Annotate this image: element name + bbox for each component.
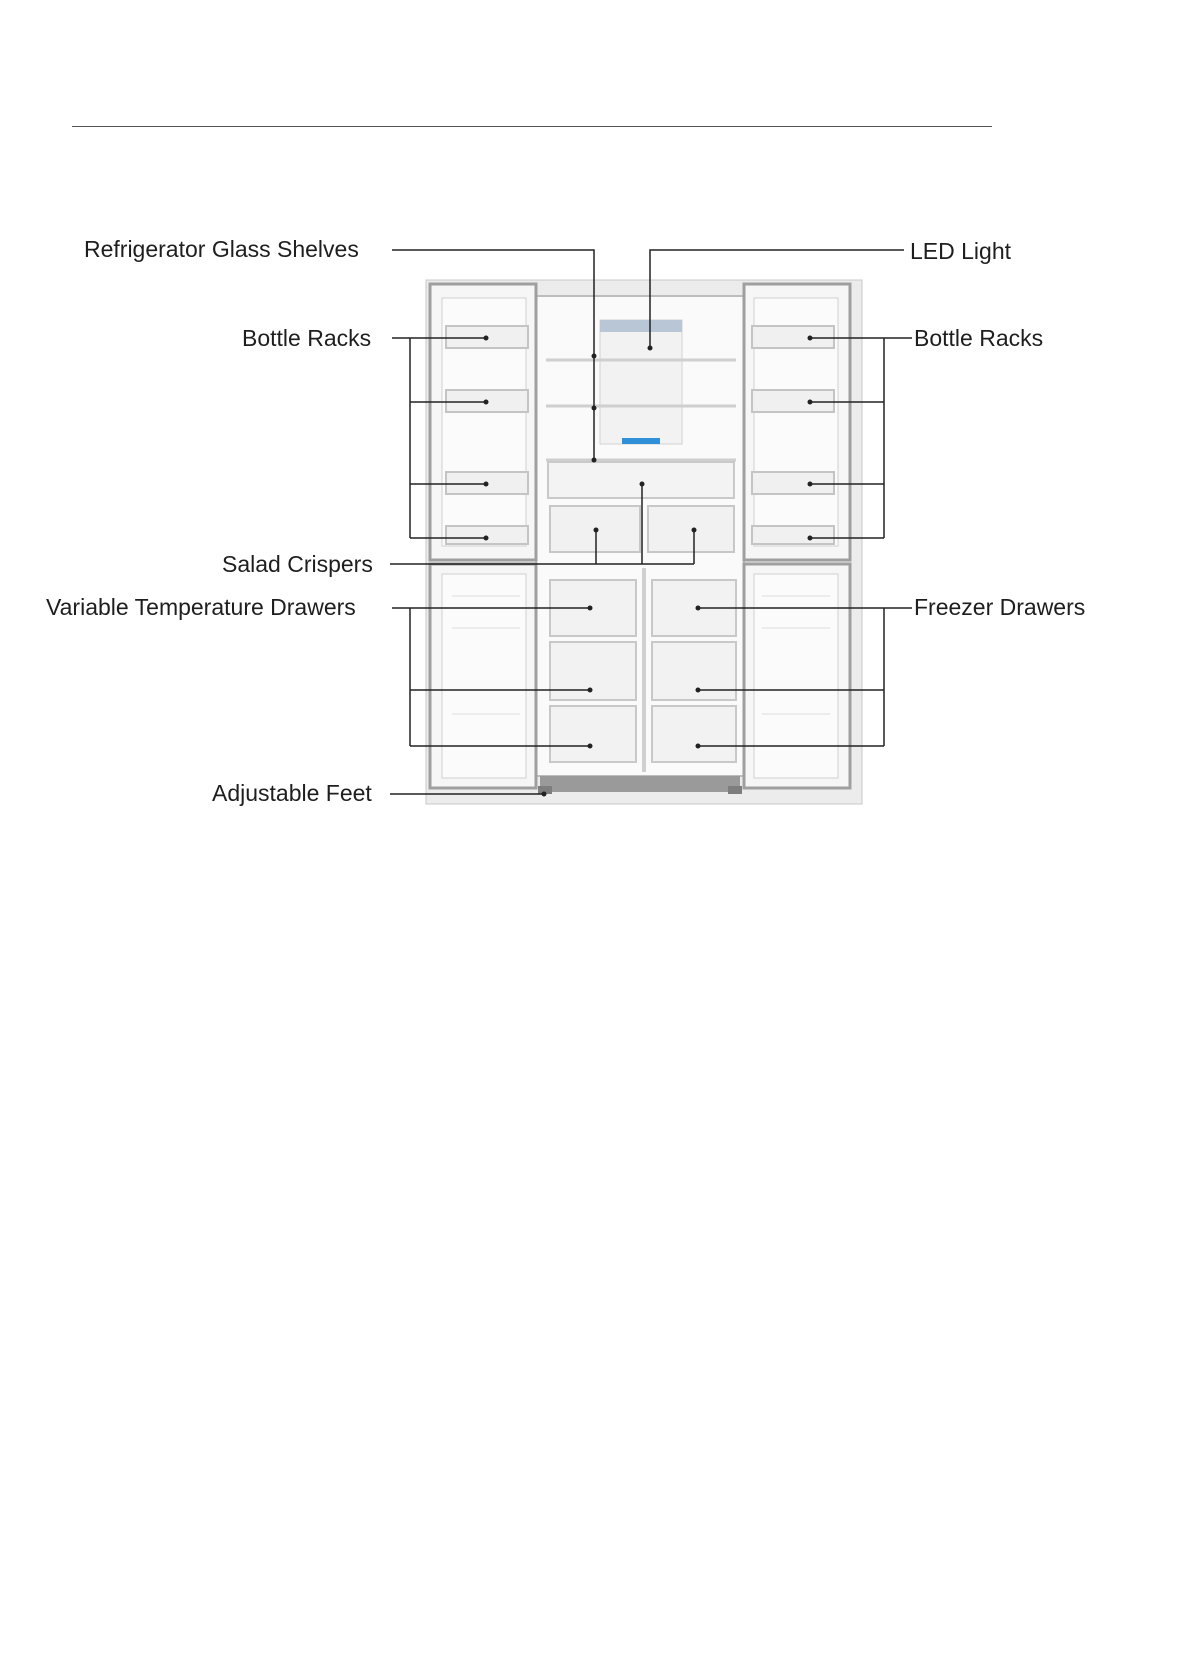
- refrigerator-illustration: [426, 280, 862, 804]
- label-glass-shelves: Refrigerator Glass Shelves: [84, 236, 359, 262]
- label-variable-temperature-drawers: Variable Temperature Drawers: [46, 594, 356, 620]
- label-salad-crispers: Salad Crispers: [222, 551, 373, 577]
- label-bottle-racks-right: Bottle Racks: [914, 325, 1044, 351]
- label-bottle-racks-left: Bottle Racks: [242, 325, 372, 351]
- toe-kick: [540, 776, 740, 792]
- label-freezer-drawers: Freezer Drawers: [914, 594, 1086, 620]
- foot-right: [728, 786, 742, 794]
- led-panel: [600, 320, 682, 444]
- label-led-light: LED Light: [910, 238, 1012, 264]
- label-adjustable-feet: Adjustable Feet: [212, 780, 372, 806]
- crisper-right-shape: [648, 506, 734, 552]
